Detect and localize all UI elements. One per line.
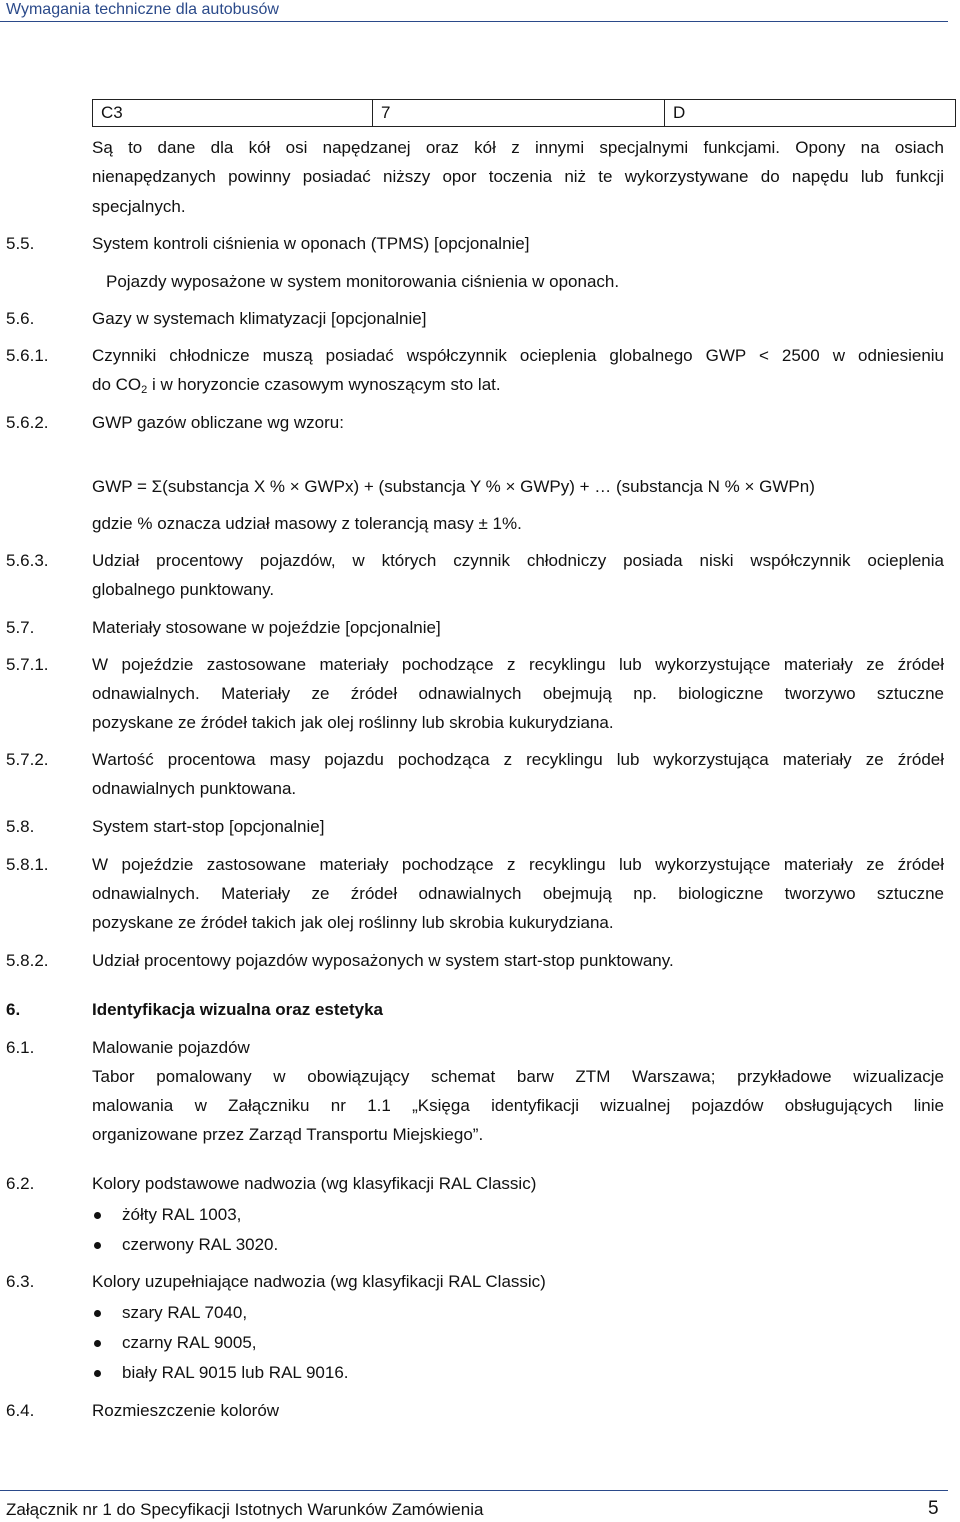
section-title-6-4: Rozmieszczenie kolorów (92, 1401, 280, 1420)
footer-divider (0, 1490, 948, 1491)
table-cell-value: 7 (373, 100, 665, 126)
tire-class-table-row (92, 99, 956, 127)
section-title-5-8: System start-stop [opcjonalnie] (92, 817, 325, 836)
list-item: czarny RAL 9005, (122, 1333, 257, 1352)
co2-prefix: do CO (92, 375, 142, 394)
section-title-6-2: Kolory podstawowe nadwozia (wg klasyfikacji RAL Classic) (92, 1174, 537, 1193)
section-6-1-line-2: malowania w Załączniku nr 1.1 „Księga identyfikacji wizualnej pojazdów obsługujących linie (92, 1096, 944, 1115)
gwp-formula-note: gdzie % oznacza udział masowy z tolerancją masy ± 1%. (92, 514, 522, 533)
section-number-6-4: 6.4. (6, 1401, 35, 1420)
table-cell-class: C3 (93, 100, 373, 126)
section-5-8-1-line-1: W pojeździe zastosowane materiały pochodzące z recyklingu lub wykorzystujące materiały ze źródeł (92, 855, 944, 874)
section-5-7-1-line-1: W pojeździe zastosowane materiały pochodzące z recyklingu lub wykorzystujące materiały ze źródeł (92, 655, 944, 674)
co2-suffix: i w horyzoncie czasowym wynoszącym sto lat. (147, 375, 501, 394)
section-5-7-1-line-3: pozyskane ze źródeł takich jak olej roślinny lub skrobia kukurydziana. (92, 713, 614, 732)
section-number-5-8-1: 5.8.1. (6, 855, 49, 874)
section-number-6-1: 6.1. (6, 1038, 35, 1057)
section-6-1-line-1: Tabor pomalowany w obowiązujący schemat barw ZTM Warszawa; przykładowe wizualizacje (92, 1067, 944, 1086)
section-5-6-1-line-2 (92, 375, 501, 395)
bullet-icon (94, 1310, 101, 1317)
bullet-icon (94, 1242, 101, 1249)
section-5-7-2-line-2: odnawialnych punktowana. (92, 779, 297, 798)
section-5-8-1-line-2: odnawialnych. Materiały ze źródeł odnawialnych obejmują np. biologiczne tworzywo sztuczne (92, 884, 944, 903)
section-title-5-6-2: GWP gazów obliczane wg wzoru: (92, 413, 344, 432)
bullet-icon (94, 1212, 101, 1219)
section-number-5-6-3: 5.6.3. (6, 551, 49, 570)
section-body-5-5: Pojazdy wyposażone w system monitorowania ciśnienia w oponach. (106, 272, 620, 291)
list-item: czerwony RAL 3020. (122, 1235, 279, 1254)
section-number-5-7-1: 5.7.1. (6, 655, 49, 674)
section-title-5-8-2: Udział procentowy pojazdów wyposażonych w system start-stop punktowany. (92, 951, 674, 970)
section-title-6: Identyfikacja wizualna oraz estetyka (92, 1000, 384, 1019)
section-number-5-8-2: 5.8.2. (6, 951, 49, 970)
gwp-formula: GWP = Σ(substancja X % × GWPx) + (substancja Y % × GWPy) + … (substancja N % × GWPn) (92, 477, 815, 496)
bullet-icon (94, 1340, 101, 1347)
section-title-5-5: System kontroli ciśnienia w oponach (TPMS) [opcjonalnie] (92, 234, 530, 253)
section-title-5-6: Gazy w systemach klimatyzacji [opcjonalnie] (92, 309, 427, 328)
section-number-5-6: 5.6. (6, 309, 35, 328)
table-cell-grade: D (673, 103, 686, 122)
section-number-6-2: 6.2. (6, 1174, 35, 1193)
list-item: szary RAL 7040, (122, 1303, 248, 1322)
page-number: 5 (928, 1498, 939, 1519)
list-item: biały RAL 9015 lub RAL 9016. (122, 1363, 349, 1382)
header-divider (0, 21, 948, 22)
section-5-8-1-line-3: pozyskane ze źródeł takich jak olej roślinny lub skrobia kukurydziana. (92, 913, 614, 932)
section-6-1-line-3: organizowane przez Zarząd Transportu Miejskiego”. (92, 1125, 484, 1144)
co2-subscript: 2 (141, 384, 148, 396)
section-number-5-8: 5.8. (6, 817, 35, 836)
section-5-6-1-line-1: Czynniki chłodnicze muszą posiadać współczynnik ocieplenia globalnego GWP < 2500 w odniesieniu (92, 346, 944, 365)
section-5-6-3-line-2: globalnego punktowany. (92, 580, 275, 599)
section-number-5-7: 5.7. (6, 618, 35, 637)
footer-text: Załącznik nr 1 do Specyfikacji Istotnych Warunków Zamówienia (6, 1500, 484, 1519)
section-number-5-6-1: 5.6.1. (6, 346, 49, 365)
section-5-7-1-line-2: odnawialnych. Materiały ze źródeł odnawialnych obejmują np. biologiczne tworzywo sztuczne (92, 684, 944, 703)
page-header-title: Wymagania techniczne dla autobusów (6, 1, 279, 18)
bullet-icon (94, 1370, 101, 1377)
intro-line-1: Są to dane dla kół osi napędzanej oraz kół z innymi specjalnymi funkcjami. Opony na osiach (92, 138, 944, 157)
section-number-5-5: 5.5. (6, 234, 35, 253)
section-5-6-3-line-1: Udział procentowy pojazdów, w których czynnik chłodniczy posiada niski współczynnik ocieplenia (92, 551, 944, 570)
section-title-6-1: Malowanie pojazdów (92, 1038, 250, 1057)
section-title-6-3: Kolory uzupełniające nadwozia (wg klasyfikacji RAL Classic) (92, 1272, 546, 1291)
section-number-6-3: 6.3. (6, 1272, 35, 1291)
section-5-7-2-line-1: Wartość procentowa masy pojazdu pochodząca z recyklingu lub wykorzystująca materiały ze źródeł (92, 750, 944, 769)
intro-line-3: specjalnych. (92, 197, 186, 216)
section-number-5-7-2: 5.7.2. (6, 750, 49, 769)
intro-line-2: nienapędzanych powinny posiadać niższy opor toczenia niż te wykorzystywane do napędu lub funkcji (92, 167, 944, 186)
list-item: żółty RAL 1003, (122, 1205, 242, 1224)
section-title-5-7: Materiały stosowane w pojeździe [opcjonalnie] (92, 618, 441, 637)
section-number-5-6-2: 5.6.2. (6, 413, 49, 432)
section-number-6: 6. (6, 1000, 21, 1019)
